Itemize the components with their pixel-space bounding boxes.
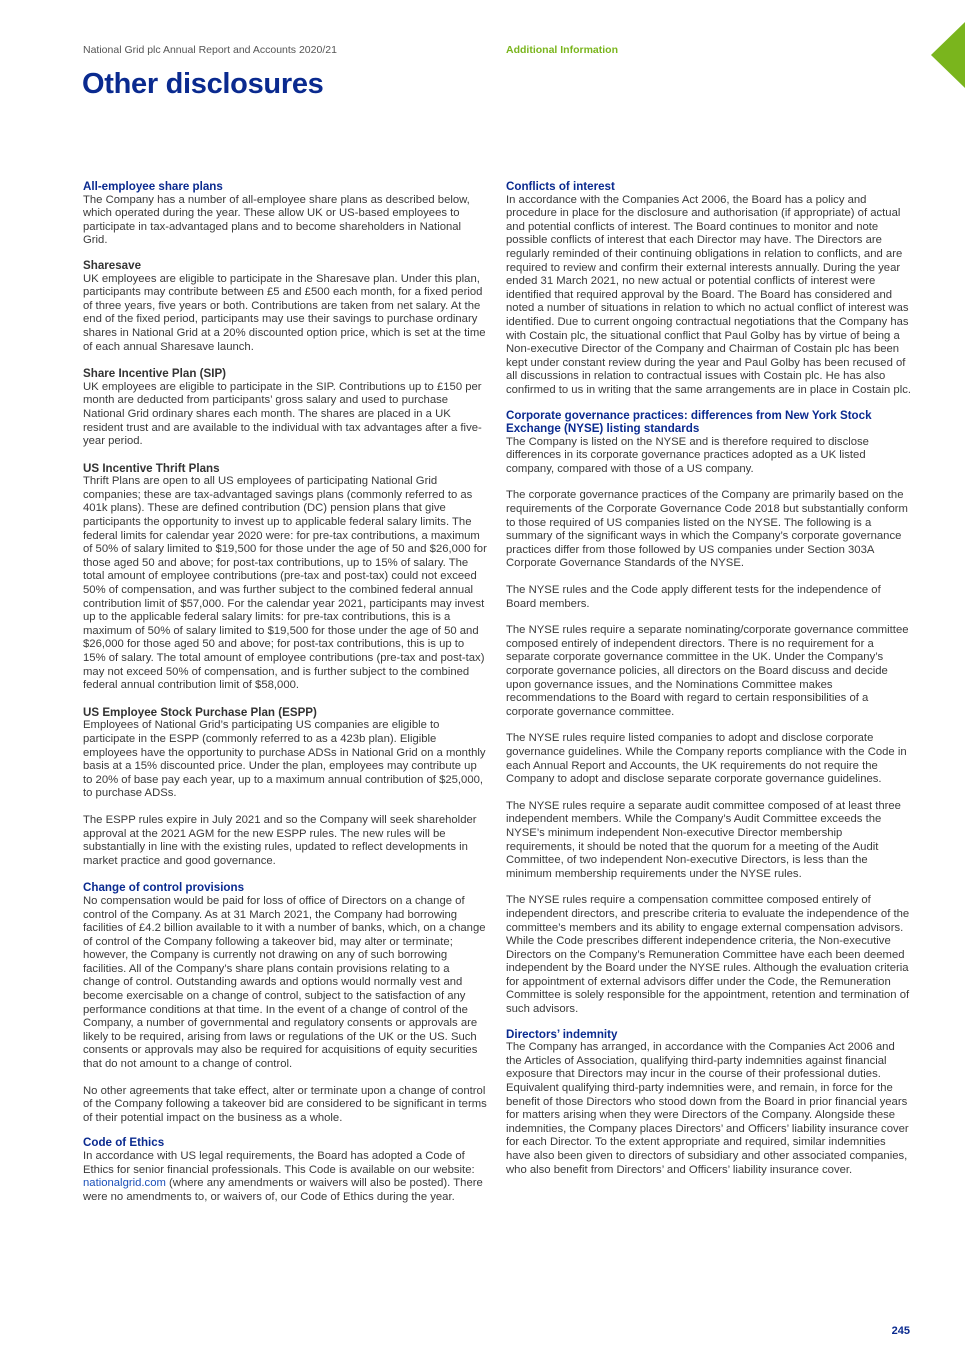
website-link[interactable]: nationalgrid.com (83, 1177, 166, 1190)
paragraph: In accordance with the Companies Act 2006, the Board has a policy and procedure in place for the disclosure and authorisation (if appropriate) of actual and potential conflicts of interest. The Board continues to monitor and note possible conflicts of interest that each Director may have. The Directors are regularly reminded of their continuing obligations in relation to conflicts, and are required to review and confirm their external interests annually. During the year ended 31 March 2021, no new actual or potential conflicts of interest were identified that required approval by the Board. The Board has considered and noted a number of situations in relation to which no actual conflict of interest was identified. Due to current ongoing contractual negotiations that the Company has with Costain plc, the situational conflict that Paul Golby has by virtue of being a Non-executive Director of the Company and Chairman of Costain plc has been kept under constant review during the year and Paul Golby has been recused of all discussions in relation to contractual issues with Costain plc. He has also confirmed to us in writing that the same arrangements are in place in Costain plc. (506, 193, 912, 396)
paragraph: The ESPP rules expire in July 2021 and so the Company will seek shareholder approval at the 2021 AGM for the new ESPP rules. The new rules will be substantially in line with the existing rules, updated to reflect developments in market practice and good governance. (83, 813, 477, 867)
section-heading: Directors’ indemnity (506, 1027, 618, 1041)
left-column (83, 180, 488, 1215)
paragraph: The Company has arranged, in accordance with the Companies Act 2006 and the Articles of Association, qualifying third-party indemnities against financial exposure that Directors may incur in the course of their professional duties. Equivalent qualifying third-party indemnities were, and remain, in force for the benefit of those Directors who stood down from the Board in prior financial years for matters arising when they were Directors of the Company. Alongside these indemnities, the Company places Directors’ and Officers’ liability insurance cover for each Director. To the extent appropriate and required, similar indemnities have also been given to directors of subsidiary and other associated companies, who also benefit from Directors’ and Officers’ liability insurance cover. (506, 1041, 909, 1176)
subsection-heading: US Incentive Thrift Plans (83, 461, 220, 475)
report-title: National Grid plc Annual Report and Accounts 2020/21 (83, 44, 337, 56)
section-conflicts-of-interest (506, 180, 911, 398)
page-number: 245 (891, 1325, 910, 1337)
paragraph (83, 1150, 488, 1204)
paragraph: The NYSE rules require a separate audit committee composed of at least three independent members. While the Company’s Audit Committee exceeds the NYSE’s minimum independent Non-executive Director membership requirements, it should be noted that the quorum for a meeting of the Audit Committee, of two independent Non-executive Directors, is less than the minimum membership requirements under the NYSE rules. (506, 799, 901, 880)
subsection-heading: Sharesave (83, 258, 142, 272)
section-heading: Code of Ethics (83, 1136, 165, 1150)
right-column (506, 180, 911, 1188)
paragraph: The NYSE rules and the Code apply different tests for the independence of Board members. (506, 584, 881, 610)
subsection-sharesave (83, 259, 488, 354)
paragraph: No compensation would be paid for loss of office of Directors on a change of control of the Company. As at 31 March 2021, the Company had borrowing facilities of £4.2 billion available to it with a number of banks, which, on a change of control of the Company following a takeover bid, may alter or terminate; however, the Company is currently not drawing on any of such borrowing facilities. All of the Company’s share plans contain provisions relating to a change of control. Outstanding awards and options would normally vest and become exercisable on a change of control, subject to the satisfaction of any performance conditions at that time. In the event of a change of control of the Company, a number of governmental and regulatory consents or approvals are likely to be required, arising from laws or regulations of the UK or the US. Such consents or approvals may also be required for acquisitions of equity securities that do not amount to a change of control. (83, 894, 486, 1071)
paragraph: The Company has a number of all-employee share plans as described below, which operated during the year. These allow UK or US-based employees to participate in tax-advantaged plans and to become shareholders in National Grid. (83, 193, 470, 247)
paragraph: UK employees are eligible to participate in the SIP. Contributions up to £150 per month are deducted from participants’ gross salary and used to purchase National Grid ordinary shares each month. The shares are placed in a UK resident trust and are available to the individual with tax advantages after a five-year period. (83, 380, 482, 448)
paragraph: The corporate governance practices of the Company are primarily based on the requirements of the Corporate Governance Code 2018 but substantially conform to those required of US companies listed on the NYSE. The following is a summary of the significant ways in which the Company’s corporate governance practices differ from those followed by US companies under Section 303A Corporate Governance Standards of the NYSE. (506, 489, 908, 570)
text-run: (where any amendments or waivers will also be posted). There were no amendments to, or waivers of, our Code of Ethics during the year. (83, 1177, 483, 1203)
paragraph: Employees of National Grid’s participating US companies are eligible to participate in the ESPP (commonly referred to as a 423b plan). Eligible employees have the opportunity to purchase ADSs in National Grid on a monthly basis at a 15% discounted price. Under the plan, employees may contribute up to 20% of base pay each year, up to a maximum annual contribution of $25,000, to purchase ADSs. (83, 719, 486, 800)
subsection-espp (83, 706, 488, 869)
section-nyse-differences (506, 409, 911, 1017)
section-heading: Conflicts of interest (506, 180, 615, 193)
paragraph: The NYSE rules require a compensation committee composed entirely of independent directors, and prescribe criteria to evaluate the independence of the committee’s members and its ability to engage external compensation advisors. While the Code prescribes different independence criteria, the Non-executive Directors on the Company’s Remuneration Committee have each been deemed independent by the Board under the NYSE rules. Although the evaluation criteria for appointment of external advisors differ under the Code, the Remuneration Committee is solely responsible for the appointment, retention and termination of such advisors. (506, 894, 910, 1016)
subsection-sip (83, 367, 488, 449)
subsection-thrift-plans (83, 462, 488, 693)
corner-tab-icon (929, 22, 965, 88)
paragraph: UK employees are eligible to participate in the Sharesave plan. Under this plan, participants may contribute between £5 and £500 each month, for a fixed period of three years, five years or both. Contributions are taken from net salary. At the end of the fixed period, participants may use their savings to purchase ordinary shares in National Grid at a 20% discounted option price, which is set at the time of each annual Sharesave launch. (83, 272, 486, 353)
subsection-heading: US Employee Stock Purchase Plan (ESPP) (83, 705, 317, 719)
section-code-of-ethics (83, 1136, 488, 1204)
paragraph: No other agreements that take effect, alter or terminate upon a change of control of the Company following a takeover bid are considered to be significant in terms of their potential impact on the business as a whole. (83, 1084, 487, 1124)
paragraph: Thrift Plans are open to all US employees of participating National Grid companies; these are tax-advantaged savings plans (commonly referred to as 401k plans). These are defined contribution (DC) pension plans that give participants the opportunity to invest up to applicable federal salary limits. The federal limits for calendar year 2020 were: for pre-tax contributions, a maximum of 50% of salary limited to $19,500 for those under the age of 50 and $26,000 for those aged 50 and above; for post-tax contributions, up to 15% of salary. The total amount of employee contributions (pre-tax and post-tax) could not exceed 50% of compensation, and was further subject to the combined federal annual contribution limit of $57,000. For the calendar year 2021, participants may invest up to the applicable federal salary limits: for pre-tax contributions, this is a maximum of 50% of salary limited to $19,500 for those under the age of 50 and $26,000 for those aged 50 and above; for post-tax contributions, this is up to 15% of salary. The total amount of employee contributions (pre-tax and post-tax) may not exceed 50% of compensation, and is further subject to the combined federal annual contribution limit of $58,000. (83, 475, 487, 692)
section-change-of-control (83, 881, 488, 1125)
paragraph: The Company is listed on the NYSE and is therefore required to disclose differences in its corporate governance practices adopted as a UK listed company, compared with those of a US company. (506, 435, 869, 475)
section-all-employee-share-plans (83, 180, 488, 248)
section-label: Additional Information (506, 44, 618, 56)
section-directors-indemnity (506, 1028, 911, 1178)
section-heading: Change of control provisions (83, 881, 245, 895)
text-run: In accordance with US legal requirements, the Board has adopted a Code of Ethics for senior financial professionals. This Code is available on our website: (83, 1150, 475, 1176)
section-heading: Corporate governance practices: differences from New York Stock Exchange (NYSE) listing standards (506, 408, 872, 436)
subsection-heading: Share Incentive Plan (SIP) (83, 367, 227, 381)
section-heading: All-employee share plans (83, 180, 223, 193)
page-title: Other disclosures (82, 68, 324, 100)
paragraph: The NYSE rules require listed companies to adopt and disclose corporate governance guidelines. While the Company reports compliance with the Code in each Annual Report and Accounts, the UK requirements do not require the Company to adopt and disclose separate corporate governance guidelines. (506, 732, 907, 786)
paragraph: The NYSE rules require a separate nominating/corporate governance committee composed entirely of independent directors. There is no requirement for a separate corporate governance committee in the UK. Under the Company’s corporate governance policies, all directors on the Board discuss and decide upon governance issues, and the Nominations Committee makes recommendations to the Board with regard to certain responsibilities of a corporate governance committee. (506, 624, 909, 718)
